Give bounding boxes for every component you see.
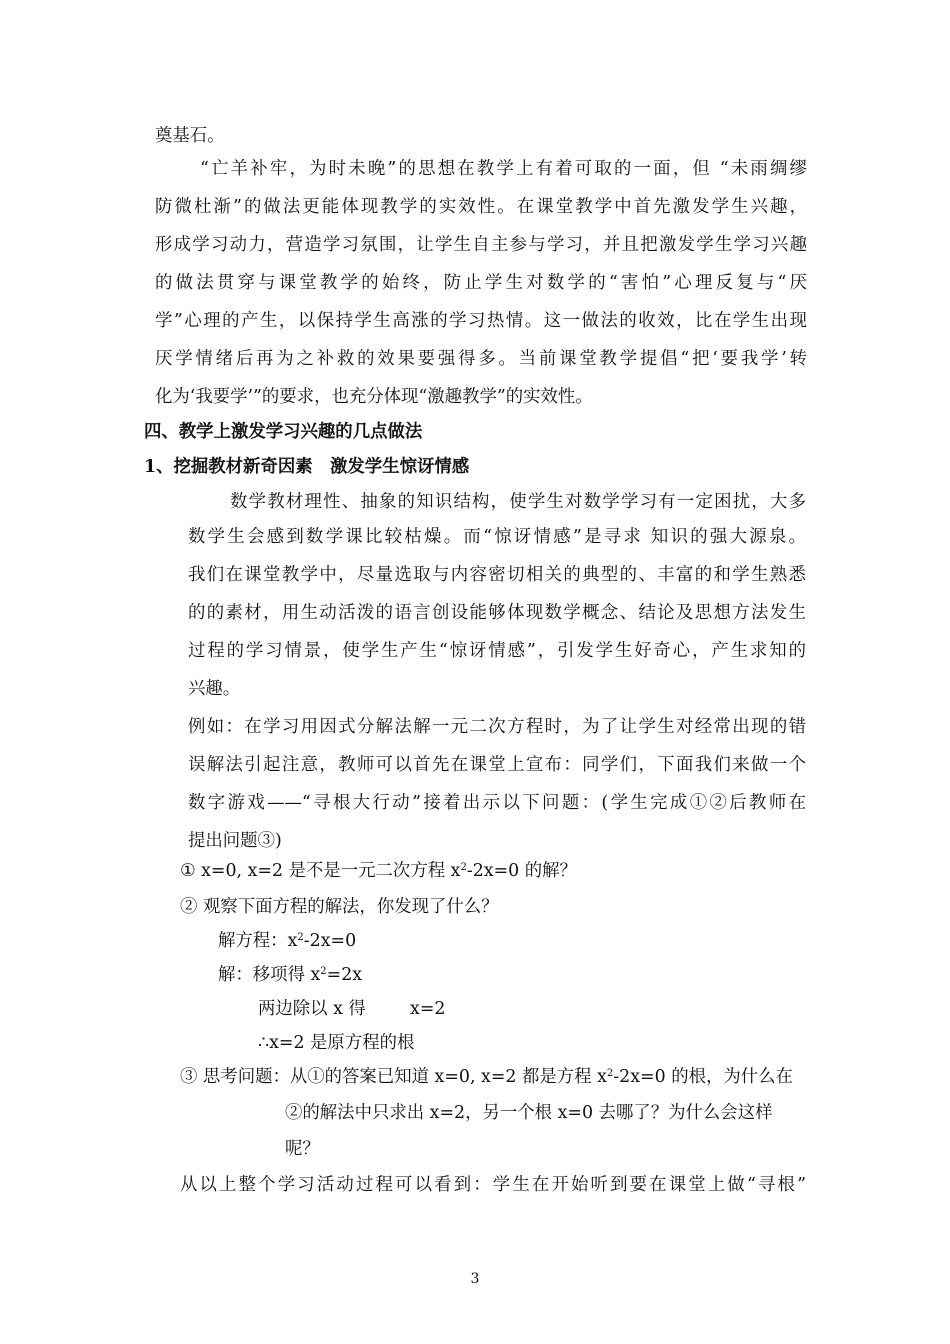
text-run: 解：移项得 x [218,965,321,985]
text-line: 我们在课堂教学中，尽量选取与内容密切相关的典型的、丰富的和学生熟悉 [188,565,806,585]
text-run: 解方程：x [218,931,298,951]
question-1 [180,860,577,882]
text-line: “亡羊补牢，为时未晚”的思想在教学上有着可取的一面，但 “未雨绸缪 [200,159,807,179]
superscript: 2 [320,966,327,977]
solution-step: 两边除以 x 得 x=2 [258,999,446,1019]
text-line: 从以上整个学习活动过程可以看到：学生在开始听到要在课堂上做“寻根” [180,1175,806,1195]
text-line: ②的解法中只求出 x=2，另一个根 x=0 去哪了？为什么会这样 [285,1103,773,1123]
text-line: 学”心理的产生，以保持学生高涨的学习热情。这一做法的收效，比在学生出现 [155,311,807,331]
text-line: 数字游戏——“寻根大行动”接着出示以下问题：(学生完成①②后教师在 [188,793,806,813]
text-run: ① x=0, x=2 是不是一元二次方程 x [180,861,461,881]
text-run: =2x [326,965,363,985]
text-line: 奠基石。 [155,126,225,146]
text-run: ③ 思考问题：从①的答案已知道 x=0, x=2 都是方程 x [180,1067,607,1087]
text-run: -2x=0 [303,931,357,951]
text-line: 的的素材，用生动活泼的语言创设能够体现数学概念、结论及思想方法发生 [188,603,806,623]
superscript: 2 [297,932,304,943]
text-line: 防微杜渐”的做法更能体现教学的实效性。在课堂教学中首先激发学生兴趣， [155,197,807,217]
text-line: 误解法引起注意，教师可以首先在课堂上宣布：同学们，下面我们来做一个 [188,755,806,775]
equation-line [218,930,356,952]
page-number: 3 [470,1271,480,1287]
text-line: 化为‘我要学’”的要求，也充分体现“激趣教学”的实效性。 [155,387,593,407]
text-run: -2x=0 的解？ [466,861,577,881]
question-3 [180,1066,793,1088]
question-2: ② 观察下面方程的解法，你发现了什么？ [180,897,499,917]
text-line: 呢？ [285,1139,320,1159]
text-line: 例如：在学习用因式分解法解一元二次方程时，为了让学生对经常出现的错 [188,717,806,737]
superscript: 2 [460,862,467,873]
solution-step: ∴x=2 是原方程的根 [258,1033,415,1053]
text-line: 的做法贯穿与课堂教学的始终，防止学生对数学的“害怕”心理反复与“厌 [155,273,807,293]
text-line: 提出问题③) [188,831,282,851]
text-line: 数学教材理性、抽象的知识结构，使学生对数学学习有一定困扰，大多 [230,492,806,512]
superscript: 2 [606,1068,614,1079]
text-line: 数学生会感到数学课比较枯燥。而“惊讶情感”是寻求 知识的强大源泉。 [188,527,806,547]
text-run: -2x=0 的根，为什么在 [613,1067,793,1087]
solution-step [218,964,362,986]
text-line: 形成学习动力，营造学习氛围，让学生自主参与学习，并且把激发学生学习兴趣 [155,235,807,255]
text-line: 厌学情绪后再为之补救的效果要强得多。当前课堂教学提倡“把‘要我学’转 [155,349,807,369]
text-line: 过程的学习情景，使学生产生“惊讶情感”，引发学生好奇心，产生求知的 [188,641,806,661]
section-heading: 四、教学上激发学习兴趣的几点做法 [144,422,423,442]
text-line: 兴趣。 [188,679,241,699]
subsection-heading: 1、挖掘教材新奇因素 激发学生惊讶情感 [144,457,470,477]
